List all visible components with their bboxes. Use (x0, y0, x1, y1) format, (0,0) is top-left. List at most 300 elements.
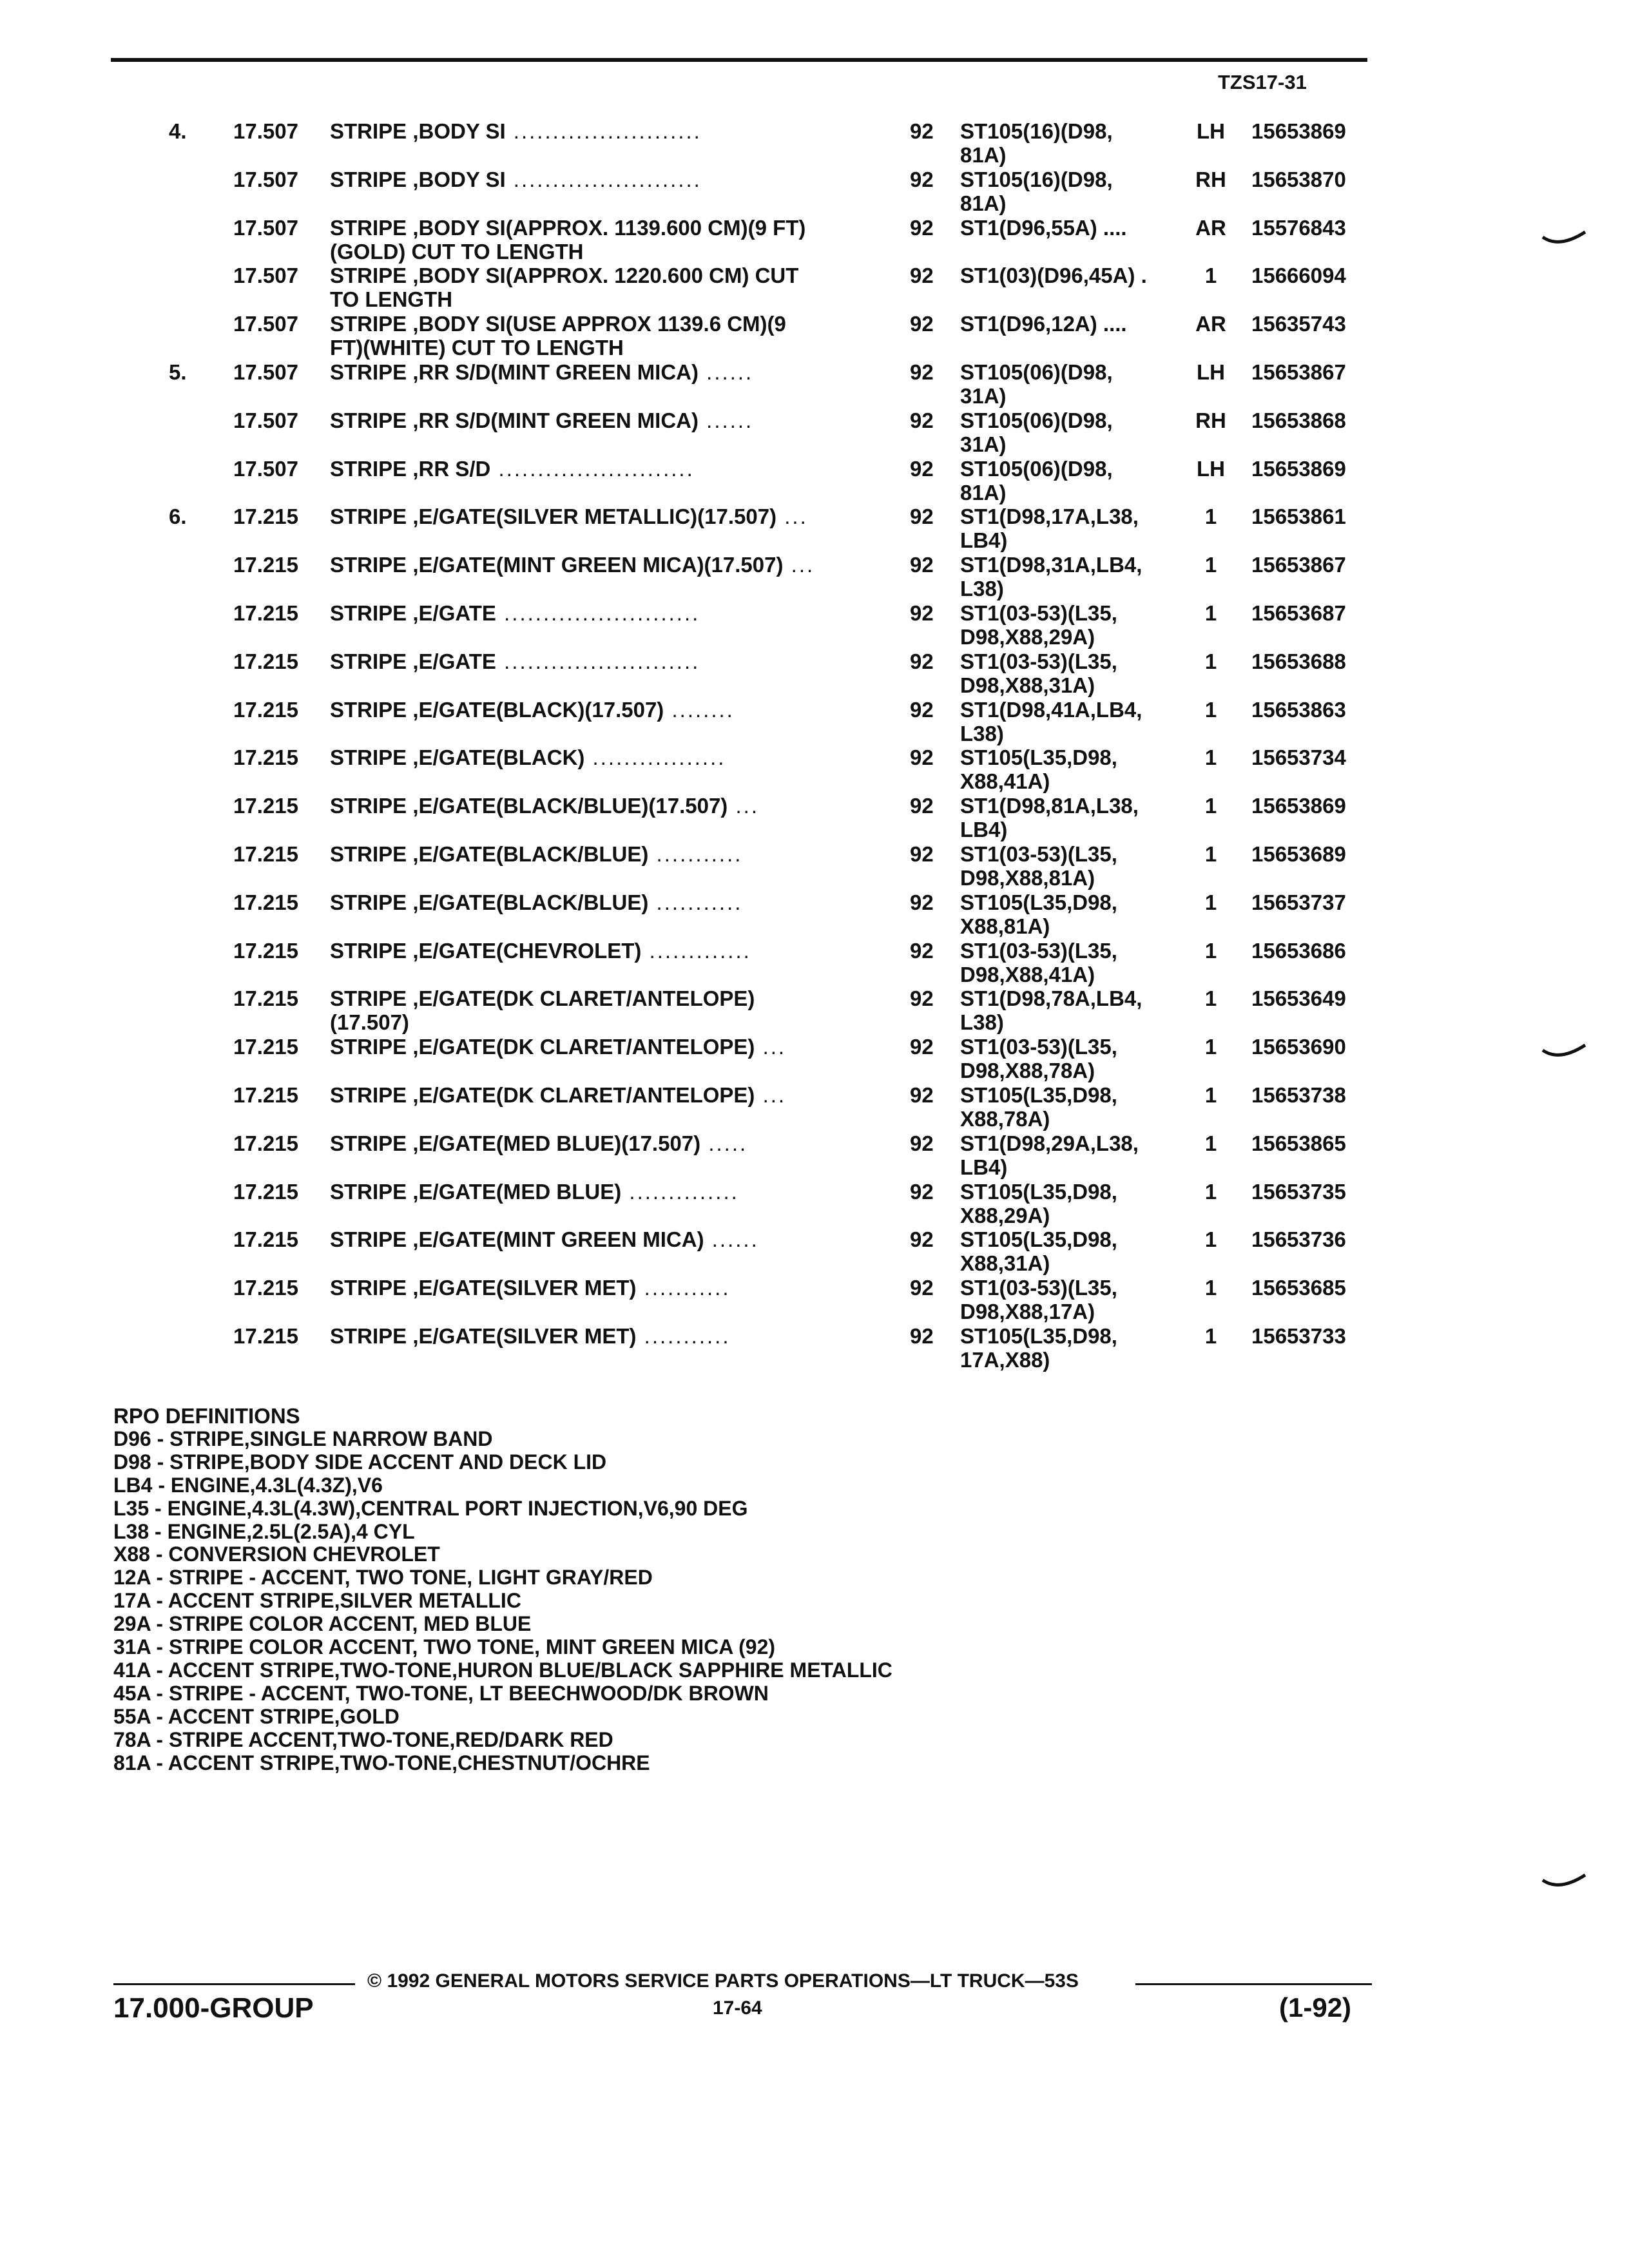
model-year: 92 (910, 456, 934, 481)
rpo-item: 17A - ACCENT STRIPE,SILVER METALLIC (113, 1589, 521, 1613)
part-description (330, 312, 858, 360)
part-number: 15576843 (1251, 215, 1346, 240)
model-line: ST105(L35,D98, (960, 1227, 1117, 1252)
leader-dots: .............. (621, 1179, 739, 1204)
part-description (330, 408, 858, 432)
model-line: LB4) (960, 528, 1008, 553)
leader-dots: ........................ (505, 119, 702, 143)
section-number: 17.215 (233, 1276, 298, 1300)
part-number: 15653869 (1251, 119, 1346, 143)
description-line: STRIPE ,E/GATE(MED BLUE) .............. (330, 1179, 739, 1204)
part-row (0, 1035, 1629, 1083)
leader-dots: ... (728, 794, 759, 818)
model-line: ST1(D96,55A) .... (960, 215, 1127, 240)
part-number: 15653861 (1251, 505, 1346, 529)
quantity: 1 (1204, 794, 1217, 818)
model-year: 92 (910, 119, 934, 143)
rpo-item: X88 - CONVERSION CHEVROLET (113, 1542, 440, 1566)
part-description (330, 794, 858, 818)
section-number: 17.215 (233, 938, 298, 963)
section-number: 17.215 (233, 601, 298, 625)
model-usage (960, 1324, 1199, 1372)
illustration-index: 4. (169, 119, 187, 143)
part-description (330, 216, 858, 264)
quantity: 1 (1204, 649, 1217, 673)
model-line: ST1(D98,17A,L38, (960, 505, 1139, 529)
model-line: ST1(D98,41A,LB4, (960, 697, 1142, 722)
description-line: STRIPE ,E/GATE(CHEVROLET) ............. (330, 938, 751, 963)
model-line: D98,X88,29A) (960, 624, 1095, 649)
rpo-item: 81A - ACCENT STRIPE,TWO-TONE,CHESTNUT/OCHRE (113, 1751, 650, 1774)
rpo-list (113, 1428, 892, 1775)
part-description (330, 360, 858, 384)
model-usage (960, 601, 1199, 649)
model-line: ST1(D98,78A,LB4, (960, 986, 1142, 1011)
model-line: ST1(03-53)(L35, (960, 841, 1117, 866)
description-line: (GOLD) CUT TO LENGTH (330, 239, 584, 264)
model-year: 92 (910, 890, 934, 914)
description-line: STRIPE ,E/GATE(SILVER METALLIC)(17.507) ... (330, 505, 808, 529)
part-description (330, 1035, 858, 1059)
part-row (0, 939, 1629, 987)
leader-dots: ... (783, 553, 815, 577)
part-number: 15653686 (1251, 938, 1346, 963)
model-year: 92 (910, 1276, 934, 1300)
part-number: 15653735 (1251, 1179, 1346, 1204)
model-line: 81A) (960, 191, 1007, 215)
model-line: ST105(06)(D98, (960, 408, 1113, 432)
part-description (330, 1324, 858, 1348)
model-year: 92 (910, 312, 934, 336)
model-usage (960, 1035, 1199, 1082)
model-usage (960, 986, 1199, 1034)
part-description (330, 1276, 858, 1300)
description-line: STRIPE ,E/GATE(DK CLARET/ANTELOPE) ... (330, 1035, 787, 1059)
model-line: ST105(L35,D98, (960, 1323, 1117, 1348)
quantity: 1 (1204, 1276, 1217, 1300)
model-usage (960, 649, 1199, 697)
rpo-item: L35 - ENGINE,4.3L(4.3W),CENTRAL PORT INJECTION,V6,90 DEG (113, 1496, 748, 1520)
model-line: ST105(16)(D98, (960, 167, 1113, 191)
model-line: 81A) (960, 143, 1007, 167)
section-number: 17.507 (233, 312, 298, 336)
part-number: 15653688 (1251, 649, 1346, 673)
section-number: 17.507 (233, 408, 298, 432)
quantity: 1 (1204, 1323, 1217, 1348)
model-year: 92 (910, 938, 934, 963)
rpo-item: 78A - STRIPE ACCENT,TWO-TONE,RED/DARK RED (113, 1727, 613, 1751)
model-usage (960, 457, 1199, 505)
part-row (0, 312, 1629, 360)
description-line: STRIPE ,BODY SI ........................ (330, 167, 702, 191)
model-year: 92 (910, 649, 934, 673)
section-number: 17.215 (233, 697, 298, 722)
rpo-item: 55A - ACCENT STRIPE,GOLD (113, 1704, 400, 1728)
model-line: D98,X88,41A) (960, 962, 1095, 986)
model-line: ST1(D98,81A,L38, (960, 794, 1139, 818)
section-number: 17.215 (233, 841, 298, 866)
model-line: X88,41A) (960, 769, 1050, 794)
model-line: ST105(06)(D98, (960, 360, 1113, 384)
model-usage (960, 553, 1199, 601)
part-row (0, 408, 1629, 457)
quantity: AR (1195, 215, 1226, 240)
part-description (330, 745, 858, 769)
description-line: STRIPE ,E/GATE(BLACK/BLUE)(17.507) ... (330, 794, 759, 818)
part-number: 15653734 (1251, 745, 1346, 770)
part-description (330, 1083, 858, 1107)
rpo-item: D96 - STRIPE,SINGLE NARROW BAND (113, 1427, 493, 1450)
model-line: ST105(06)(D98, (960, 456, 1113, 481)
part-description (330, 119, 858, 143)
model-usage (960, 745, 1199, 793)
leader-dots: ......................... (496, 601, 700, 625)
description-line: STRIPE ,BODY SI(APPROX. 1220.600 CM) CUT (330, 264, 799, 288)
part-number: 15653737 (1251, 890, 1346, 914)
description-line: STRIPE ,E/GATE(MINT GREEN MICA) ...... (330, 1227, 759, 1252)
rpo-item: LB4 - ENGINE,4.3L(4.3Z),V6 (113, 1473, 383, 1497)
part-description (330, 986, 858, 1034)
quantity: 1 (1204, 553, 1217, 577)
page-number: 17-64 (713, 1997, 762, 2019)
part-row (0, 698, 1629, 746)
model-line: ST1(D96,12A) .... (960, 312, 1127, 336)
leader-dots: ...... (704, 1227, 759, 1252)
revision-date: (1-92) (1279, 1992, 1352, 2023)
part-description (330, 1131, 858, 1155)
rpo-item: D98 - STRIPE,BODY SIDE ACCENT AND DECK LID (113, 1450, 607, 1474)
part-row (0, 649, 1629, 698)
quantity: LH (1197, 456, 1225, 481)
section-number: 17.215 (233, 1131, 298, 1155)
quantity: LH (1197, 360, 1225, 384)
model-line: ST105(16)(D98, (960, 119, 1113, 143)
quantity: 1 (1204, 1227, 1217, 1252)
binder-mark (1540, 1039, 1592, 1064)
part-description (330, 1227, 858, 1251)
copyright-notice: © 1992 GENERAL MOTORS SERVICE PARTS OPERATIONS—LT TRUCK—53S (367, 1970, 1079, 1992)
description-line: STRIPE ,RR S/D(MINT GREEN MICA) ...... (330, 360, 754, 384)
part-description (330, 1180, 858, 1204)
part-row (0, 264, 1629, 312)
leader-dots: ............. (641, 938, 751, 963)
model-usage (960, 408, 1199, 456)
model-line: D98,X88,31A) (960, 673, 1095, 697)
model-year: 92 (910, 215, 934, 240)
description-line: STRIPE ,E/GATE(BLACK) ................. (330, 745, 726, 770)
model-line: 81A) (960, 480, 1007, 505)
quantity: RH (1195, 167, 1226, 191)
part-description (330, 264, 858, 311)
document-code: TZS17-31 (1218, 71, 1307, 93)
section-number: 17.507 (233, 264, 298, 288)
part-row (0, 1180, 1629, 1228)
quantity: 1 (1204, 1131, 1217, 1155)
model-line: L38) (960, 721, 1004, 745)
leader-dots: ........... (636, 1276, 731, 1300)
leader-dots: ........................ (505, 167, 702, 191)
footer-rule-left (113, 1983, 355, 1985)
section-number: 17.507 (233, 119, 298, 143)
part-row (0, 1083, 1629, 1131)
quantity: LH (1197, 119, 1225, 143)
description-line: STRIPE ,E/GATE(DK CLARET/ANTELOPE) ... (330, 1082, 787, 1107)
model-line: ST1(03-53)(L35, (960, 1276, 1117, 1300)
model-year: 92 (910, 408, 934, 432)
description-line: STRIPE ,E/GATE ......................... (330, 601, 700, 625)
part-row (0, 168, 1629, 216)
top-rule (111, 58, 1367, 62)
model-line: ST105(L35,D98, (960, 1179, 1117, 1204)
model-usage (960, 119, 1199, 167)
model-line: ST1(03-53)(L35, (960, 601, 1117, 625)
quantity: 1 (1204, 1082, 1217, 1107)
model-year: 92 (910, 794, 934, 818)
part-number: 15653865 (1251, 1131, 1346, 1155)
leader-dots: ...... (699, 408, 754, 432)
model-line: ST1(03-53)(L35, (960, 1035, 1117, 1059)
model-line: L38) (960, 1010, 1004, 1035)
section-number: 17.215 (233, 1082, 298, 1107)
part-row (0, 360, 1629, 408)
part-description (330, 842, 858, 866)
section-number: 17.507 (233, 360, 298, 384)
part-number: 15653685 (1251, 1276, 1346, 1300)
model-year: 92 (910, 745, 934, 770)
description-line: STRIPE ,RR S/D(MINT GREEN MICA) ...... (330, 408, 754, 432)
binder-mark (1540, 226, 1592, 251)
section-number: 17.507 (233, 167, 298, 191)
model-year: 92 (910, 1227, 934, 1252)
quantity: 1 (1204, 1179, 1217, 1204)
part-number: 15666094 (1251, 264, 1346, 288)
description-line: STRIPE ,E/GATE(DK CLARET/ANTELOPE) (330, 986, 755, 1011)
part-description (330, 457, 858, 481)
model-line: 17A,X88) (960, 1347, 1050, 1372)
model-usage (960, 1276, 1199, 1323)
section-number: 17.215 (233, 794, 298, 818)
model-line: ST105(L35,D98, (960, 890, 1117, 914)
section-number: 17.215 (233, 505, 298, 529)
part-row (0, 745, 1629, 794)
part-number: 15653649 (1251, 986, 1346, 1011)
rpo-item: 45A - STRIPE - ACCENT, TWO-TONE, LT BEECHWOOD/DK BROWN (113, 1681, 769, 1705)
leader-dots: ... (776, 505, 808, 529)
leader-dots: ..... (700, 1131, 748, 1155)
section-number: 17.215 (233, 649, 298, 673)
description-line: STRIPE ,RR S/D ......................... (330, 456, 695, 481)
leader-dots: ........... (648, 890, 743, 914)
model-usage (960, 794, 1199, 841)
model-line: ST1(D98,29A,L38, (960, 1131, 1139, 1155)
model-year: 92 (910, 1035, 934, 1059)
quantity: 1 (1204, 745, 1217, 770)
description-line: STRIPE ,BODY SI ........................ (330, 119, 702, 143)
illustration-index: 5. (169, 360, 187, 384)
section-number: 17.215 (233, 1179, 298, 1204)
section-number: 17.215 (233, 553, 298, 577)
section-number: 17.507 (233, 456, 298, 481)
leader-dots: ........ (664, 697, 735, 722)
model-line: X88,31A) (960, 1251, 1050, 1276)
model-line: D98,X88,17A) (960, 1300, 1095, 1324)
model-line: X88,29A) (960, 1203, 1050, 1227)
section-number: 17.215 (233, 1227, 298, 1252)
quantity: AR (1195, 312, 1226, 336)
quantity: 1 (1204, 505, 1217, 529)
part-number: 15653690 (1251, 1035, 1346, 1059)
rpo-item: 41A - ACCENT STRIPE,TWO-TONE,HURON BLUE/BLACK SAPPHIRE METALLIC (113, 1658, 892, 1682)
model-year: 92 (910, 1323, 934, 1348)
section-number: 17.215 (233, 986, 298, 1011)
rpo-item: 12A - STRIPE - ACCENT, TWO TONE, LIGHT GRAY/RED (113, 1566, 653, 1590)
part-row (0, 986, 1629, 1035)
leader-dots: ... (755, 1035, 787, 1059)
quantity: 1 (1204, 938, 1217, 963)
part-number: 15653736 (1251, 1227, 1346, 1252)
model-year: 92 (910, 264, 934, 288)
description-line: STRIPE ,E/GATE(BLACK/BLUE) ........... (330, 890, 743, 914)
model-usage (960, 1180, 1199, 1227)
part-number: 15653869 (1251, 456, 1346, 481)
model-line: D98,X88,81A) (960, 865, 1095, 890)
model-line: D98,X88,78A) (960, 1059, 1095, 1083)
description-line: STRIPE ,BODY SI(APPROX. 1139.600 CM)(9 FT) (330, 215, 806, 240)
model-line: LB4) (960, 1155, 1008, 1179)
quantity: 1 (1204, 841, 1217, 866)
model-usage (960, 312, 1199, 336)
part-row (0, 553, 1629, 601)
model-usage (960, 890, 1199, 938)
model-year: 92 (910, 360, 934, 384)
description-line: STRIPE ,E/GATE(SILVER MET) ........... (330, 1323, 731, 1348)
part-row (0, 601, 1629, 649)
part-number: 15653687 (1251, 601, 1346, 625)
leader-dots: ......................... (496, 649, 700, 673)
description-line: STRIPE ,E/GATE(BLACK)(17.507) ........ (330, 697, 735, 722)
model-year: 92 (910, 1131, 934, 1155)
model-year: 92 (910, 1082, 934, 1107)
part-row (0, 842, 1629, 890)
section-number: 17.215 (233, 1323, 298, 1348)
description-line: (17.507) (330, 1010, 409, 1035)
part-number: 15653733 (1251, 1323, 1346, 1348)
model-line: ST1(D98,31A,LB4, (960, 553, 1142, 577)
part-number: 15653869 (1251, 794, 1346, 818)
part-row (0, 216, 1629, 264)
model-usage (960, 264, 1199, 287)
part-description (330, 601, 858, 625)
part-description (330, 168, 858, 191)
rpo-item: 29A - STRIPE COLOR ACCENT, MED BLUE (113, 1612, 532, 1636)
part-row (0, 1227, 1629, 1276)
part-row (0, 1276, 1629, 1324)
quantity: 1 (1204, 697, 1217, 722)
model-line: LB4) (960, 818, 1008, 842)
section-number: 17.215 (233, 890, 298, 914)
description-line: TO LENGTH (330, 287, 453, 312)
part-row (0, 794, 1629, 842)
model-usage (960, 842, 1199, 890)
model-year: 92 (910, 1179, 934, 1204)
description-line: STRIPE ,E/GATE(MINT GREEN MICA)(17.507) ... (330, 553, 815, 577)
model-usage (960, 939, 1199, 986)
model-line: X88,78A) (960, 1106, 1050, 1131)
model-usage (960, 505, 1199, 552)
parts-list (0, 119, 1629, 1372)
quantity: 1 (1204, 1035, 1217, 1059)
part-number: 15653863 (1251, 697, 1346, 722)
description-line: FT)(WHITE) CUT TO LENGTH (330, 336, 624, 360)
part-description (330, 553, 858, 577)
leader-dots: ........... (636, 1323, 731, 1348)
model-usage (960, 360, 1199, 408)
model-usage (960, 1131, 1199, 1179)
quantity: 1 (1204, 890, 1217, 914)
model-year: 92 (910, 505, 934, 529)
description-line: STRIPE ,E/GATE(MED BLUE)(17.507) ..... (330, 1131, 748, 1155)
binder-mark (1540, 1869, 1592, 1894)
part-description (330, 505, 858, 528)
model-line: 31A) (960, 383, 1007, 408)
leader-dots: ......................... (490, 456, 695, 481)
model-year: 92 (910, 553, 934, 577)
rpo-title: RPO DEFINITIONS (113, 1404, 300, 1428)
section-number: 17.507 (233, 215, 298, 240)
model-usage (960, 216, 1199, 240)
quantity: RH (1195, 408, 1226, 432)
part-number: 15653738 (1251, 1082, 1346, 1107)
quantity: 1 (1204, 986, 1217, 1011)
section-number: 17.215 (233, 1035, 298, 1059)
leader-dots: ...... (699, 360, 754, 384)
part-row (0, 119, 1629, 168)
model-line: ST1(03)(D96,45A) . (960, 264, 1147, 288)
description-line: STRIPE ,E/GATE(BLACK/BLUE) ........... (330, 841, 743, 866)
part-description (330, 649, 858, 673)
model-year: 92 (910, 167, 934, 191)
part-number: 15653689 (1251, 841, 1346, 866)
model-year: 92 (910, 986, 934, 1011)
model-usage (960, 1227, 1199, 1275)
model-line: L38) (960, 577, 1004, 601)
illustration-index: 6. (169, 505, 187, 529)
model-line: X88,81A) (960, 914, 1050, 938)
leader-dots: ................. (584, 745, 726, 770)
description-line: STRIPE ,E/GATE ......................... (330, 649, 700, 673)
part-number: 15653868 (1251, 408, 1346, 432)
part-number: 15653867 (1251, 360, 1346, 384)
model-usage (960, 1083, 1199, 1131)
part-number: 15653870 (1251, 167, 1346, 191)
part-row (0, 1324, 1629, 1372)
model-usage (960, 168, 1199, 215)
part-description (330, 939, 858, 963)
leader-dots: ........... (648, 841, 743, 866)
footer-rule-right (1135, 1983, 1372, 1985)
model-line: ST1(03-53)(L35, (960, 649, 1117, 673)
part-row (0, 890, 1629, 939)
part-description (330, 890, 858, 914)
rpo-item: L38 - ENGINE,2.5L(2.5A),4 CYL (113, 1519, 415, 1543)
model-year: 92 (910, 697, 934, 722)
model-year: 92 (910, 841, 934, 866)
rpo-item: 31A - STRIPE COLOR ACCENT, TWO TONE, MINT GREEN MICA (92) (113, 1635, 776, 1659)
model-line: ST105(L35,D98, (960, 745, 1117, 770)
rpo-definitions (113, 1405, 892, 1775)
description-line: STRIPE ,E/GATE(SILVER MET) ........... (330, 1276, 731, 1300)
description-line: STRIPE ,BODY SI(USE APPROX 1139.6 CM)(9 (330, 312, 786, 336)
